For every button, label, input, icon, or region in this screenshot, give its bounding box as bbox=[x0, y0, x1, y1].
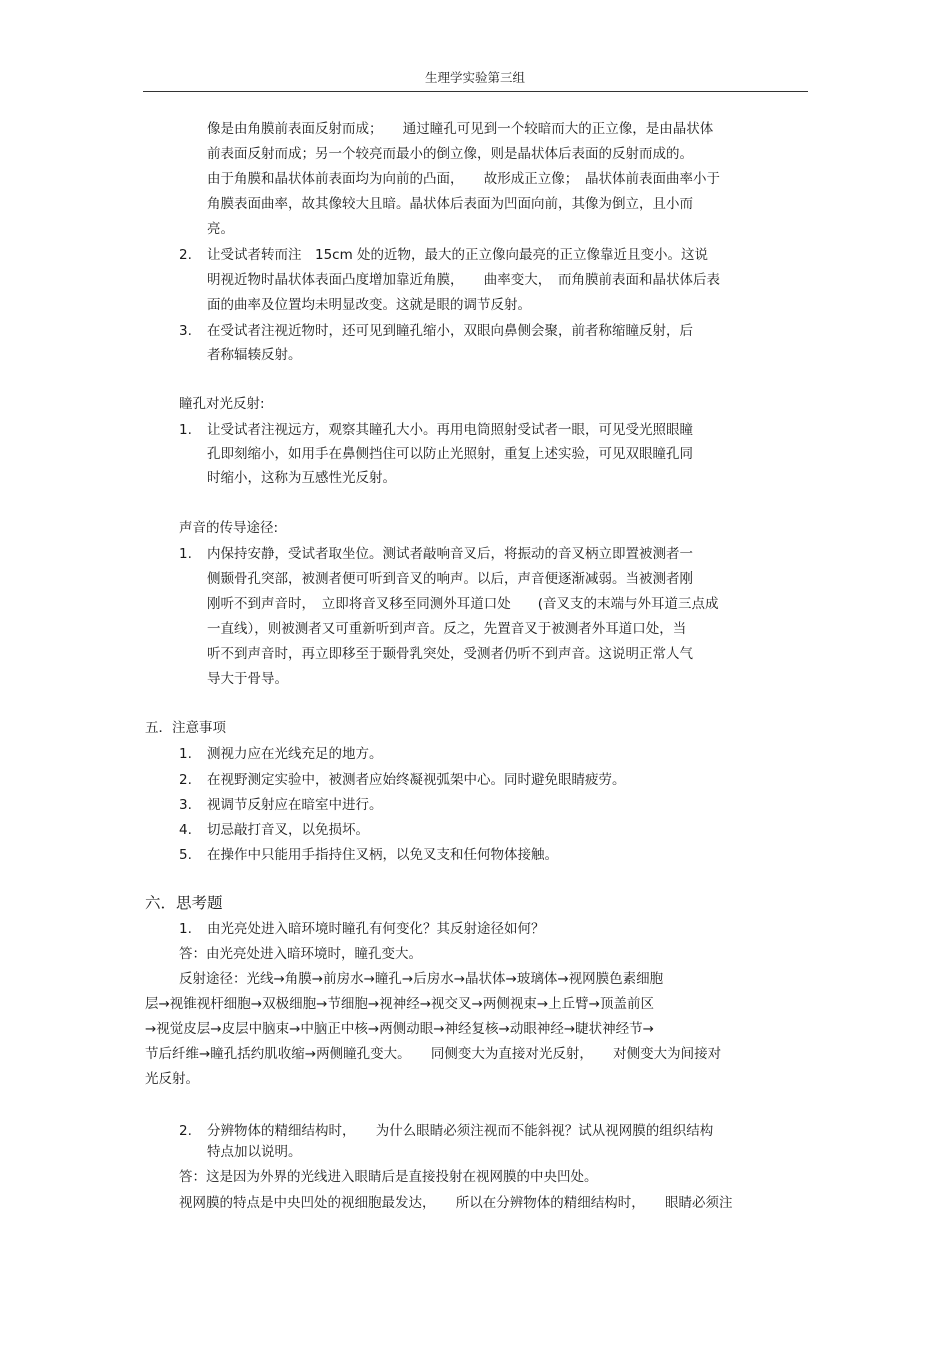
list-item: 切忌敲打音叉，以免损坏。 bbox=[207, 822, 369, 838]
text-line: 由于角膜和晶状体前表面均为向前的凸面， 故形成正立像； 晶状体前表面曲率小于 bbox=[207, 171, 720, 187]
list-number: 1. bbox=[179, 422, 192, 438]
text-line: 内保持安静，受试者取坐位。测试者敲响音叉后，将振动的音叉柄立即置被测者一 bbox=[207, 546, 693, 562]
text-line: 一直线），则被测者又可重新听到声音。反之，先置音叉于被测者外耳道口处，当 bbox=[207, 621, 687, 637]
list-item: 在操作中只能用手指持住叉柄，以免叉支和任何物体接触。 bbox=[207, 847, 558, 863]
list-number: 3. bbox=[179, 323, 192, 339]
text-line: 侧颞骨孔突部，被测者便可听到音叉的响声。以后，声音便逐渐减弱。当被测者刚 bbox=[207, 571, 693, 587]
text-line: 节后纤维→瞳孔括约肌收缩→两侧瞳孔变大。 同侧变大为直接对光反射， 对侧变大为间接对 bbox=[145, 1046, 722, 1062]
text-line: 在受试者注视近物时，还可见到瞳孔缩小，双眼向鼻侧会聚，前者称缩瞳反射，后 bbox=[207, 323, 693, 339]
list-number: 3. bbox=[179, 797, 192, 813]
list-number: 1. bbox=[179, 746, 192, 762]
text-line: 面的曲率及位置均未明显改变。这就是眼的调节反射。 bbox=[207, 297, 531, 313]
text-line: 刚听不到声音时， 立即将音叉移至同测外耳道口处 (音叉支的末端与外耳道三点成 bbox=[207, 596, 719, 612]
text-line: 孔即刻缩小，如用手在鼻侧挡住可以防止光照射，重复上述实验，可见双眼瞳孔同 bbox=[207, 446, 693, 462]
text-line: →视觉皮层→皮层中脑束→中脑正中核→两侧动眼→神经复核→动眼神经→睫状神经节→ bbox=[145, 1021, 654, 1037]
question-text: 特点加以说明。 bbox=[207, 1144, 302, 1160]
list-number: 2. bbox=[179, 1123, 192, 1139]
section-title-questions: 六．思考题 bbox=[145, 894, 223, 912]
list-item: 测视力应在光线充足的地方。 bbox=[207, 746, 383, 762]
text-line: 角膜表面曲率，故其像较大且暗。晶状体后表面为凹面向前，其像为倒立，且小而 bbox=[207, 196, 693, 212]
list-number: 1. bbox=[179, 921, 192, 937]
text-line: 明视近物时晶状体表面凸度增加靠近角膜， 曲率变大， 而角膜前表面和晶状体后表 bbox=[207, 272, 720, 288]
section-title-notes: 五．注意事项 bbox=[145, 720, 226, 736]
header-rule bbox=[143, 91, 808, 92]
section-title-pupil: 瞳孔对光反射: bbox=[179, 396, 265, 412]
text-line: 让受试者转而注 15cm 处的近物，最大的正立像向最亮的正立像靠近且变小。这说 bbox=[207, 247, 709, 263]
text-line: 反射途径：光线→角膜→前房水→瞳孔→后房水→晶状体→玻璃体→视网膜色素细胞 bbox=[179, 971, 664, 987]
list-number: 4. bbox=[179, 822, 192, 838]
list-number: 2. bbox=[179, 247, 192, 263]
text-line: 者称辐辏反射。 bbox=[207, 347, 302, 363]
text-line: 亮。 bbox=[207, 221, 234, 237]
text-line: 像是由角膜前表面反射而成； 通过瞳孔可见到一个较暗而大的正立像，是由晶状体 bbox=[207, 121, 714, 137]
list-number: 5. bbox=[179, 847, 192, 863]
list-item: 视调节反射应在暗室中进行。 bbox=[207, 797, 383, 813]
text-line: 视网膜的特点是中央凹处的视细胞最发达， 所以在分辨物体的精细结构时， 眼睛必须注 bbox=[179, 1195, 733, 1211]
answer-text: 答：由光亮处进入暗环境时，瞳孔变大。 bbox=[179, 946, 422, 962]
text-line: 光反射。 bbox=[145, 1071, 199, 1087]
question-text: 由光亮处进入暗环境时瞳孔有何变化？其反射途径如何？ bbox=[207, 921, 545, 937]
text-line: 前表面反射而成；另一个较亮而最小的倒立像，则是晶状体后表面的反射而成的。 bbox=[207, 146, 693, 162]
list-number: 1. bbox=[179, 546, 192, 562]
text-line: 层→视锥视杆细胞→双极细胞→节细胞→视神经→视交叉→两侧视束→上丘臂→顶盖前区 bbox=[145, 996, 654, 1012]
section-title-sound: 声音的传导途径: bbox=[179, 520, 279, 536]
answer-text: 答：这是因为外界的光线进入眼睛后是直接投射在视网膜的中央凹处。 bbox=[179, 1169, 598, 1185]
list-number: 2. bbox=[179, 772, 192, 788]
page-header: 生理学实验第三组 bbox=[424, 70, 525, 85]
text-line: 导大于骨导。 bbox=[207, 671, 288, 687]
text-line: 听不到声音时，再立即移至于颞骨乳突处，受测者仍听不到声音。这说明正常人气 bbox=[207, 646, 693, 662]
text-line: 让受试者注视远方，观察其瞳孔大小。再用电筒照射受试者一眼，可见受光照眼瞳 bbox=[207, 422, 693, 438]
question-text: 分辨物体的精细结构时， 为什么眼睛必须注视而不能斜视？试从视网膜的组织结构 bbox=[207, 1123, 714, 1139]
text-line: 时缩小，这称为互感性光反射。 bbox=[207, 470, 396, 486]
list-item: 在视野测定实验中，被测者应始终凝视弧架中心。同时避免眼睛疲劳。 bbox=[207, 772, 626, 788]
